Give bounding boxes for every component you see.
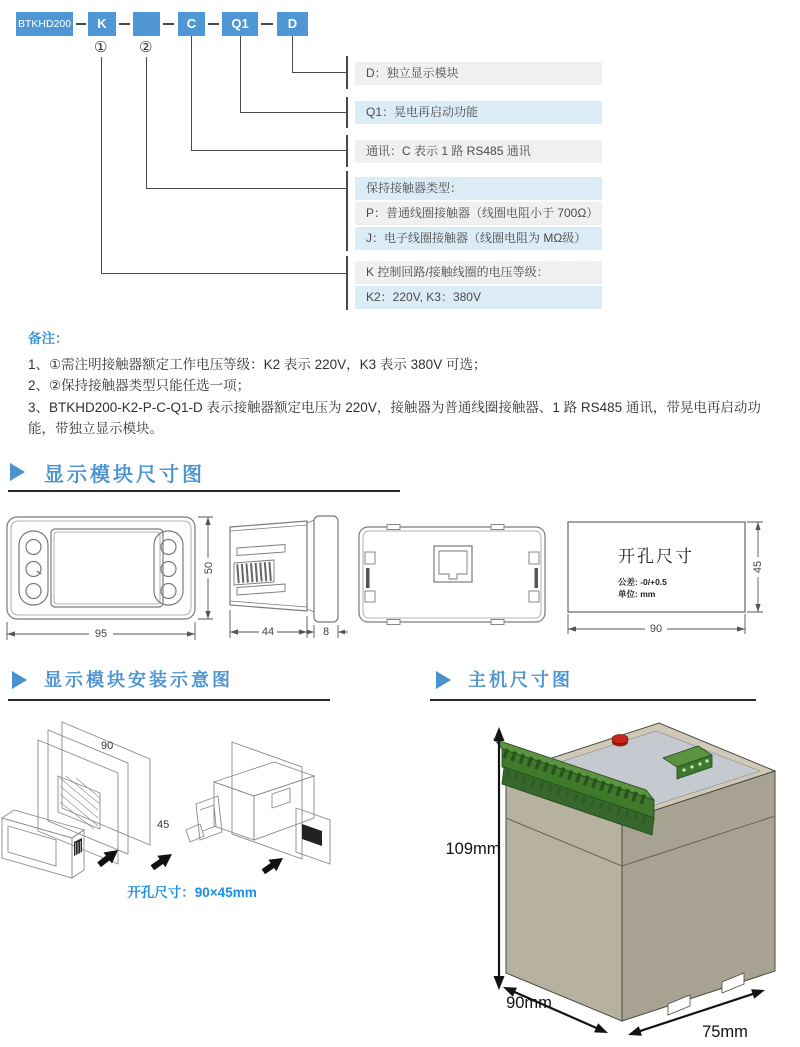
model-code-box-d: D	[277, 12, 308, 36]
circled-number-2: ②	[139, 39, 153, 56]
connector-dash	[76, 23, 86, 25]
connector-line	[146, 57, 147, 188]
host-depth-label: 90mm	[506, 994, 552, 1012]
junction-tick	[346, 256, 348, 310]
dim-side-depth: 44	[261, 626, 275, 638]
connector-dash	[261, 23, 273, 25]
drawing-back-view	[353, 508, 555, 633]
install-dim-90: 90	[101, 740, 114, 752]
model-code-box-q1: Q1	[222, 12, 258, 36]
section-title-display-dims: 显示模块尺寸图	[44, 464, 205, 486]
dimension-lines	[230, 610, 348, 638]
connector-line	[101, 273, 347, 274]
legend-item-q1: Q1：晃电再启动功能	[355, 101, 602, 124]
connector-line	[240, 112, 347, 113]
section-underline	[430, 699, 756, 701]
cutout-unit: 单位: mm	[618, 589, 656, 599]
section-underline	[8, 699, 330, 701]
note-line-3: 3、BTKHD200-K2-P-C-Q1-D 表示接触器额定电压为 220V，接触器为普通线圈接触器、1 路 RS485 通讯，带晃电再启动功能，带独立显示模块。	[28, 399, 761, 436]
drawing-front-view	[2, 512, 217, 652]
connector-dash	[163, 23, 174, 25]
connector-line	[146, 188, 347, 189]
connector-line	[240, 36, 241, 112]
junction-tick	[346, 97, 348, 128]
circled-number-1: ①	[94, 39, 108, 56]
install-arrow-icon	[148, 848, 176, 873]
junction-tick	[346, 56, 348, 89]
notes-title: 备注：	[28, 331, 69, 346]
drawing-side-view	[222, 510, 354, 650]
model-code-box-prefix: BTKHD200	[16, 12, 73, 36]
legend-item-j: J：电子线圈接触器（线圈电阻为 MΩ级）	[355, 227, 602, 250]
legend-item-k: K 控制回路/接触线圈的电压等级：	[355, 261, 602, 284]
legend-item-d: D：独立显示模块	[355, 62, 602, 85]
connector-dash	[119, 23, 130, 25]
section-title-host-dims: 主机尺寸图	[468, 670, 573, 690]
dim-cutout-height: 45	[752, 560, 764, 574]
junction-tick	[346, 171, 348, 251]
dim-front-width: 95	[94, 628, 108, 640]
drawing-cutout	[556, 512, 768, 647]
legend-item-comm: 通讯：C 表示 1 路 RS485 通讯	[355, 140, 602, 163]
connector-line	[101, 57, 102, 273]
section-arrow-icon	[436, 671, 451, 689]
host-width-label: 75mm	[702, 1023, 748, 1041]
red-button	[612, 735, 628, 744]
install-cutout-note: 开孔尺寸：90×45mm	[127, 885, 257, 900]
module-connector	[302, 824, 322, 846]
connector-hatch	[237, 571, 272, 574]
connector-line	[292, 36, 293, 72]
connector-line	[191, 36, 192, 150]
legend-item-contactor-type: 保持接触器类型：	[355, 177, 602, 200]
notes-block	[28, 328, 776, 440]
model-code-box-blank	[133, 12, 160, 36]
note-line-2: 2、②保持接触器类型只能任选一项；	[28, 378, 251, 393]
section-arrow-icon	[12, 671, 27, 689]
dim-front-height: 50	[203, 561, 215, 575]
connector-line	[292, 72, 347, 73]
connector-line	[191, 150, 347, 151]
section-arrow-icon	[10, 463, 25, 481]
dim-bezel-depth: 8	[322, 626, 330, 638]
cutout-title: 开孔尺寸	[618, 547, 694, 566]
legend-item-k2k3: K2：220V, K3：380V	[355, 286, 602, 309]
section-title-install: 显示模块安装示意图	[44, 670, 233, 690]
cutout-tolerance: 公差: -0/+0.5	[618, 577, 667, 587]
legend-item-p: P：普通线圈接触器（线圈电阻小于 700Ω）	[355, 202, 602, 225]
drawing-host-3d	[430, 703, 800, 1047]
model-code-box-c: C	[178, 12, 205, 36]
dimension-lines	[7, 517, 213, 640]
install-arrow-icon	[259, 852, 287, 877]
note-line-1: 1、①需注明接触器额定工作电压等级：K2 表示 220V，K3 表示 380V 可选；	[28, 356, 487, 372]
junction-tick	[346, 135, 348, 167]
install-dim-45: 45	[157, 819, 170, 831]
drawing-installation	[0, 712, 345, 904]
model-code-box-k: K	[88, 12, 116, 36]
section-underline	[8, 490, 400, 492]
connector-dash	[208, 23, 219, 25]
dim-cutout-width: 90	[649, 623, 663, 635]
host-height-label: 109mm	[445, 840, 501, 858]
